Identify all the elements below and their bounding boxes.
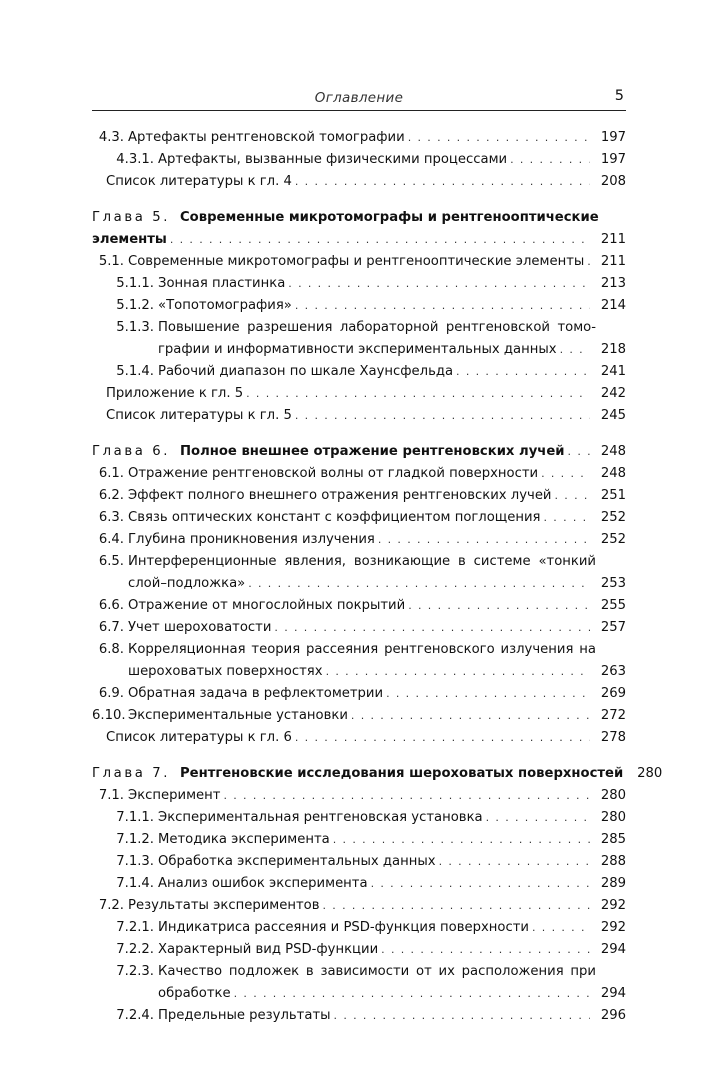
- toc-line: [92, 939, 626, 961]
- entry-title: Предельные результаты: [158, 1008, 331, 1023]
- leader-dots: [408, 127, 590, 149]
- toc-line: [92, 273, 626, 295]
- toc-line: [92, 573, 626, 595]
- toc-line: [92, 617, 626, 639]
- section-number: 7.1.1.: [116, 810, 154, 825]
- entry-title: Современные микротомографы и рентгенооптические: [179, 210, 599, 225]
- toc-line: [92, 851, 626, 873]
- entry-page-number: 292: [600, 920, 626, 935]
- toc-section[interactable]: [92, 851, 626, 873]
- toc-section[interactable]: [92, 683, 626, 705]
- toc-line: [92, 317, 626, 339]
- entry-page-number: 269: [600, 686, 626, 701]
- entry-page-number: 214: [600, 298, 626, 313]
- toc-section[interactable]: [92, 829, 626, 851]
- leader-dots: [274, 617, 590, 639]
- entry-title: Эффект полного внешнего отражения рентгеновских лучей: [128, 488, 552, 503]
- entry-title: Артефакты, вызванные физическими процессами: [158, 152, 508, 167]
- toc-line: [92, 339, 626, 361]
- section-number: 5.1.: [98, 254, 124, 269]
- entry-page-number: 218: [600, 342, 626, 357]
- toc-section[interactable]: [92, 873, 626, 895]
- entry-title: Связь оптических констант с коэффициентом поглощения: [128, 510, 541, 525]
- toc-section[interactable]: [92, 295, 626, 317]
- leader-dots: [386, 683, 590, 705]
- toc-line: [92, 683, 626, 705]
- toc-line: [106, 171, 626, 193]
- entry-title: «Топотомография»: [158, 298, 292, 313]
- entry-page-number: 272: [600, 708, 626, 723]
- toc-reference[interactable]: [92, 405, 626, 427]
- toc-line: [92, 149, 626, 171]
- leader-dots: [295, 295, 590, 317]
- toc-section[interactable]: [92, 895, 626, 917]
- toc-section[interactable]: [92, 807, 626, 829]
- entry-page-number: 211: [600, 254, 626, 269]
- entry-page-number: 288: [600, 854, 626, 869]
- entry-page-number: 285: [600, 832, 626, 847]
- entry-page-number: 242: [600, 386, 626, 401]
- entry-page-number: 280: [600, 788, 626, 803]
- chapter-label: Глава 6.: [92, 444, 170, 459]
- toc-line: [92, 485, 626, 507]
- entry-title: Методика эксперимента: [158, 832, 330, 847]
- leader-dots: [555, 485, 590, 507]
- section-number: 6.6.: [98, 598, 124, 613]
- leader-dots: [568, 441, 590, 463]
- entry-title: Современные микротомографы и рентгенооптические элементы: [128, 254, 585, 269]
- entry-page-number: 280: [637, 766, 663, 781]
- toc-line: [92, 917, 626, 939]
- toc-section[interactable]: [92, 485, 626, 507]
- leader-dots: [371, 873, 590, 895]
- chapter-label: Глава 5.: [92, 210, 170, 225]
- leader-dots: [408, 595, 590, 617]
- leader-dots: [333, 829, 590, 851]
- toc-line: [92, 463, 626, 485]
- toc-line: [92, 785, 626, 807]
- toc-line: [92, 895, 626, 917]
- section-number: 5.1.1.: [116, 276, 154, 291]
- toc-line: [92, 1005, 626, 1027]
- entry-page-number: 248: [600, 444, 626, 459]
- section-number: 4.3.: [98, 130, 124, 145]
- toc-line: [92, 127, 626, 149]
- entry-page-number: 208: [600, 174, 626, 189]
- leader-dots: [439, 851, 590, 873]
- leader-dots: [381, 939, 590, 961]
- toc-section[interactable]: [92, 595, 626, 617]
- section-number: 7.2.4.: [116, 1008, 154, 1023]
- leader-dots: [510, 149, 590, 171]
- section-number: 7.2.2.: [116, 942, 154, 957]
- section-number: 7.1.4.: [116, 876, 154, 891]
- entry-page-number: 294: [600, 986, 626, 1001]
- section-number: 6.4.: [98, 532, 124, 547]
- toc-section[interactable]: [92, 939, 626, 961]
- entry-title: Список литературы к гл. 4: [106, 174, 292, 189]
- entry-title: Приложение к гл. 5: [106, 386, 244, 401]
- entry-page-number: 245: [600, 408, 626, 423]
- toc-line: [92, 441, 626, 463]
- entry-title: Индикатриса рассеяния и PSD-функция поверхности: [158, 920, 529, 935]
- running-head: [92, 88, 626, 111]
- leader-dots: [223, 785, 590, 807]
- toc-section[interactable]: [92, 639, 626, 683]
- toc-line: [92, 361, 626, 383]
- leader-dots: [322, 895, 590, 917]
- toc-section[interactable]: [92, 785, 626, 807]
- entry-page-number: 252: [600, 510, 626, 525]
- section-number: 7.1.3.: [116, 854, 154, 869]
- entry-page-number: 197: [600, 130, 626, 145]
- leader-dots: [532, 917, 590, 939]
- entry-title: графии и информативности экспериментальных данных: [158, 342, 557, 357]
- entry-title: Артефакты рентгеновской томографии: [128, 130, 405, 145]
- toc-line: [92, 229, 626, 251]
- table-of-contents: [92, 127, 663, 1027]
- leader-dots: [234, 983, 590, 1005]
- entry-title: Экспериментальная рентгеновская установка: [158, 810, 483, 825]
- entry-page-number: 241: [600, 364, 626, 379]
- toc-line: [92, 983, 626, 1005]
- entry-title: Результаты экспериментов: [128, 898, 320, 913]
- toc-section[interactable]: [92, 127, 626, 149]
- toc-reference[interactable]: [92, 383, 626, 405]
- entry-title: Отражение от многослойных покрытий: [128, 598, 406, 613]
- toc-section[interactable]: [92, 551, 626, 595]
- leader-dots: [543, 507, 590, 529]
- chapter-label: Глава 7.: [92, 766, 170, 781]
- entry-title: Обратная задача в рефлектометрии: [128, 686, 384, 701]
- entry-page-number: 253: [600, 576, 626, 591]
- leader-dots: [326, 661, 590, 683]
- toc-section[interactable]: [92, 529, 626, 551]
- entry-page-number: 278: [600, 730, 626, 745]
- entry-title: Эксперимент: [128, 788, 221, 803]
- toc-line: [92, 961, 626, 983]
- entry-title: Зонная пластинка: [158, 276, 286, 291]
- section-number: 5.1.3.: [116, 320, 154, 335]
- toc-section[interactable]: [92, 705, 626, 727]
- entry-page-number: 292: [600, 898, 626, 913]
- entry-page-number: 252: [600, 532, 626, 547]
- section-number: 6.3.: [98, 510, 124, 525]
- leader-dots: [246, 383, 590, 405]
- toc-section[interactable]: [92, 507, 626, 529]
- entry-title: Корреляционная теория рассеяния рентгеновского излучения на: [128, 642, 596, 657]
- toc-line: [92, 807, 626, 829]
- leader-dots: [248, 573, 590, 595]
- section-number: 6.1.: [98, 466, 124, 481]
- toc-section[interactable]: [92, 317, 626, 361]
- toc-section[interactable]: [92, 917, 626, 939]
- toc-chapter[interactable]: [92, 207, 626, 251]
- section-number: 6.8.: [98, 642, 124, 657]
- entry-page-number: 296: [600, 1008, 626, 1023]
- toc-section[interactable]: [92, 361, 626, 383]
- section-number: 4.3.1.: [116, 152, 154, 167]
- toc-line: [92, 873, 626, 895]
- toc-line: [106, 383, 626, 405]
- toc-chapter[interactable]: [92, 763, 663, 785]
- entry-page-number: 211: [600, 232, 626, 247]
- toc-section[interactable]: [92, 273, 626, 295]
- entry-title: слой–подложка»: [128, 576, 246, 591]
- entry-title: Анализ ошибок эксперимента: [158, 876, 368, 891]
- entry-title: Учет шероховатости: [128, 620, 272, 635]
- toc-section[interactable]: [92, 251, 626, 273]
- section-number: 7.2.1.: [116, 920, 154, 935]
- section-number: 7.1.2.: [116, 832, 154, 847]
- entry-page-number: 255: [600, 598, 626, 613]
- toc-section[interactable]: [92, 617, 626, 639]
- section-number: 7.2.: [98, 898, 124, 913]
- entry-page-number: 248: [600, 466, 626, 481]
- toc-reference[interactable]: [92, 727, 626, 749]
- toc-line: [92, 763, 663, 785]
- entry-title: Интерференционные явления, возникающие в системе «тонкий: [128, 554, 596, 569]
- toc-line: [106, 405, 626, 427]
- leader-dots: [541, 463, 590, 485]
- leader-dots: [587, 251, 590, 273]
- toc-line: [92, 551, 626, 573]
- leader-dots: [334, 1005, 590, 1027]
- entry-title: Повышение разрешения лабораторной рентгеновской томо-: [158, 320, 596, 335]
- entry-page-number: 213: [600, 276, 626, 291]
- leader-dots: [351, 705, 590, 727]
- leader-dots: [295, 405, 590, 427]
- leader-dots: [170, 229, 590, 251]
- running-head-title: Оглавление: [314, 90, 404, 106]
- entry-page-number: 257: [600, 620, 626, 635]
- entry-title: Характерный вид PSD-функции: [158, 942, 379, 957]
- entry-page-number: 263: [600, 664, 626, 679]
- section-number: 6.9.: [98, 686, 124, 701]
- entry-page-number: 294: [600, 942, 626, 957]
- leader-dots: [486, 807, 590, 829]
- leader-dots: [295, 727, 590, 749]
- toc-chapter[interactable]: [92, 441, 626, 463]
- entry-title: элементы: [92, 232, 167, 247]
- entry-title: Список литературы к гл. 6: [106, 730, 292, 745]
- toc-line: [92, 207, 626, 229]
- toc-line: [92, 529, 626, 551]
- toc-line: [92, 251, 626, 273]
- section-number: 6.2.: [98, 488, 124, 503]
- section-number: 5.1.2.: [116, 298, 154, 313]
- entry-title: Отражение рентгеновской волны от гладкой поверхности: [128, 466, 539, 481]
- toc-section[interactable]: [92, 1005, 626, 1027]
- entry-title: Рабочий диапазон по шкале Хаунсфельда: [158, 364, 454, 379]
- entry-title: Рентгеновские исследования шероховатых поверхностей: [179, 766, 624, 781]
- toc-section[interactable]: [92, 463, 626, 485]
- toc-line: [92, 705, 626, 727]
- entry-title: обработке: [158, 986, 231, 1001]
- section-number: 7.2.3.: [116, 964, 154, 979]
- entry-title: Качество подложек в зависимости от их расположения при: [158, 964, 596, 979]
- toc-line: [92, 595, 626, 617]
- entry-title: Глубина проникновения излучения: [128, 532, 375, 547]
- entry-title: Полное внешнее отражение рентгеновских лучей: [179, 444, 565, 459]
- toc-line: [92, 295, 626, 317]
- leader-dots: [378, 529, 590, 551]
- entry-page-number: 251: [600, 488, 626, 503]
- toc-section[interactable]: [92, 149, 626, 171]
- section-number: 6.7.: [98, 620, 124, 635]
- section-number: 7.1.: [98, 788, 124, 803]
- entry-title: шероховатых поверхностях: [128, 664, 323, 679]
- leader-dots: [295, 171, 590, 193]
- section-number: 6.5.: [98, 554, 124, 569]
- entry-page-number: 289: [600, 876, 626, 891]
- section-number: 5.1.4.: [116, 364, 154, 379]
- page-number: 5: [614, 88, 624, 104]
- entry-title: Обработка экспериментальных данных: [158, 854, 436, 869]
- entry-title: Список литературы к гл. 5: [106, 408, 292, 423]
- leader-dots: [288, 273, 590, 295]
- toc-line: [92, 507, 626, 529]
- leader-dots: [560, 339, 590, 361]
- entry-page-number: 197: [600, 152, 626, 167]
- toc-line: [92, 639, 626, 661]
- section-number: 6.10.: [92, 708, 126, 723]
- toc-line: [92, 829, 626, 851]
- entry-page-number: 280: [600, 810, 626, 825]
- toc-line: [92, 661, 626, 683]
- leader-dots: [456, 361, 590, 383]
- toc-line: [106, 727, 626, 749]
- toc-reference[interactable]: [92, 171, 626, 193]
- toc-section[interactable]: [92, 961, 626, 1005]
- entry-title: Экспериментальные установки: [128, 708, 348, 723]
